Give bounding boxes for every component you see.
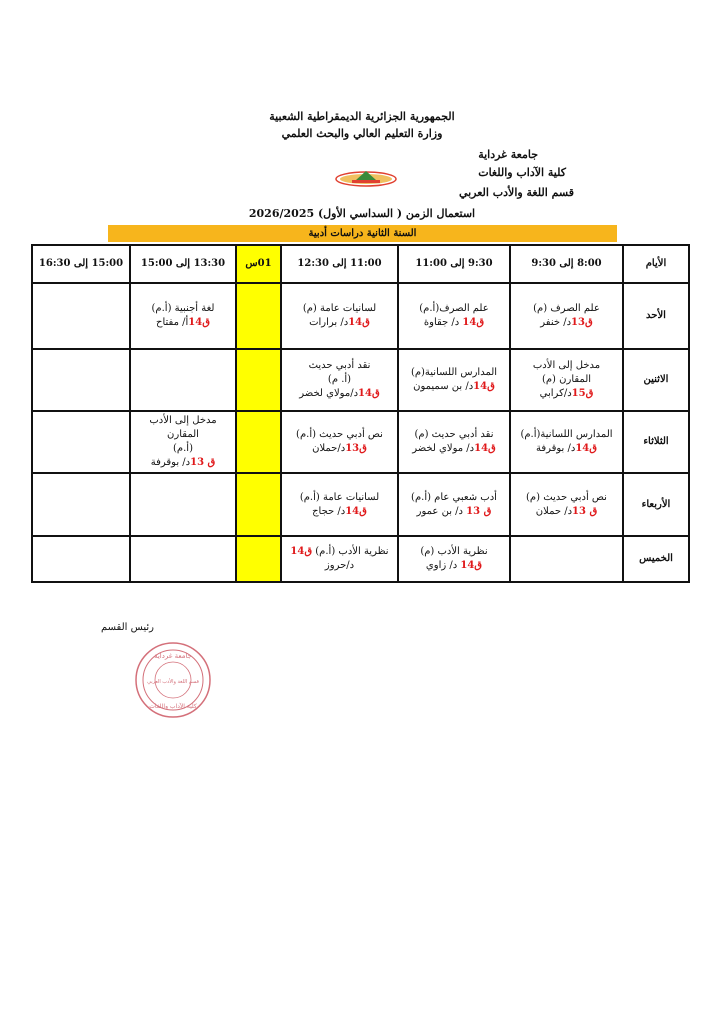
timetable (31, 244, 690, 583)
slot4-header: 13:30 إلى 15:00 (130, 245, 236, 283)
course-name: نص أدبي حديث (م) (526, 491, 607, 503)
class-cell (398, 411, 510, 473)
empty-cell (130, 473, 236, 536)
stamp-text-1: جامعة غرداية (154, 652, 192, 660)
year-label: السنة الثانية دراسات أدبية (108, 225, 617, 242)
stamp-text-3: كلية الآداب واللغات (149, 703, 197, 710)
room: ق14 (345, 505, 367, 517)
teacher: د/ جقاوة (423, 317, 460, 328)
class-cell (510, 283, 623, 349)
table-row (32, 536, 689, 582)
empty-cell (32, 283, 130, 349)
empty-cell (130, 349, 236, 411)
course-name: مدخل إلى الأدب (532, 360, 601, 371)
faculty-name: كلية الآداب واللغات (478, 166, 566, 179)
room: ق14 (460, 560, 483, 571)
table-row (32, 411, 689, 473)
break-cell (236, 283, 281, 349)
room: ق15 (571, 388, 594, 399)
course-name: نظرية الأدب (أ.م) (315, 546, 389, 557)
slot3-header: 11:00 إلى 12:30 (281, 245, 398, 283)
class-cell (130, 283, 236, 349)
class-cell (510, 349, 623, 411)
empty-cell (32, 411, 130, 473)
course-name: علم الصرف (م) (533, 303, 600, 314)
department-head-signature: رئيس القسم (100, 622, 154, 633)
course-name: مدخل إلى الأدب المقارن (149, 415, 217, 440)
teacher: د/ برارات (309, 317, 349, 328)
teacher: د/ حجاج (312, 505, 346, 517)
teacher: د/ بن سميمون (413, 381, 474, 392)
teacher: د/كرابي (539, 388, 572, 399)
department-name: قسم اللغة والأدب العربي (458, 186, 574, 199)
room: ق14 (473, 381, 495, 392)
room: ق14 (462, 317, 485, 328)
table-row (32, 349, 689, 411)
room: ق13 (571, 317, 593, 328)
university-logo-icon (334, 168, 398, 188)
class-cell (398, 349, 510, 411)
room: ق 13 (190, 457, 216, 468)
course-name: نظرية الأدب (م) (420, 546, 488, 557)
empty-cell (32, 536, 130, 582)
teacher: د/ بوقرفة (150, 457, 191, 468)
empty-cell (32, 349, 130, 411)
room: ق 13 (572, 505, 598, 517)
room: ق 13 (466, 505, 492, 517)
break-cell (236, 411, 281, 473)
ministry-name: وزارة التعليم العالي والبحث العلمي (281, 127, 443, 140)
teacher: د/حملان (312, 443, 346, 454)
class-cell (510, 473, 623, 536)
teacher: د/ بوقرفة (535, 443, 576, 454)
course-name: علم الصرف(أ.م) (419, 303, 489, 314)
class-cell (510, 411, 623, 473)
course-name: أدب شعبي عام (أ.م) (411, 491, 497, 503)
course-name: لسانيات عامة (م) (302, 303, 377, 314)
course-name-cont: (أ.م) (173, 443, 193, 454)
break-cell (236, 536, 281, 582)
course-name: المدارس اللسانية(م) (410, 367, 498, 378)
course-name-cont: (أ. م) (327, 374, 352, 385)
republic-name: الجمهورية الجزائرية الديمقراطية الشعبية (269, 110, 455, 123)
break-cell (236, 349, 281, 411)
teacher: د/ زاوي (425, 560, 458, 571)
teacher: أ/ مفتاح (156, 317, 189, 328)
class-cell (398, 283, 510, 349)
room: ق13 (345, 443, 367, 454)
room: ق14 (188, 317, 210, 328)
room: ق14 (358, 388, 380, 399)
schedule-title: استعمال الزمن ( السداسي الأول) 2026/2025 (248, 207, 476, 220)
stamp-text-2: قسم اللغة والأدب العربي (147, 679, 199, 685)
teacher: د/ بن عمور (416, 505, 463, 517)
course-name: لغة أجنبية (أ.م) (151, 303, 215, 314)
room: ق14 (575, 443, 598, 454)
slot1-header: 8:00 إلى 9:30 (510, 245, 623, 283)
course-name: نص أدبي حديث (أ.م) (296, 429, 383, 440)
class-cell (281, 411, 398, 473)
room: ق14 (474, 443, 496, 454)
day-thursday: الخميس (623, 536, 689, 582)
room: ق14 (348, 317, 370, 328)
course-name: نقد أدبي حديث (م) (414, 429, 494, 440)
teacher: د/ خنفر (540, 317, 572, 328)
class-cell (281, 349, 398, 411)
empty-cell (32, 473, 130, 536)
day-wednesday: الأربعاء (623, 473, 689, 536)
day-tuesday: الثلاثاء (623, 411, 689, 473)
teacher: د/حروز (324, 560, 355, 571)
break-header: 01س (236, 245, 281, 283)
day-sunday: الأحد (623, 283, 689, 349)
class-cell (281, 283, 398, 349)
class-cell (130, 411, 236, 473)
table-row (32, 283, 689, 349)
university-name: جامعة غرداية (478, 148, 538, 161)
slot5-header: 15:00 إلى 16:30 (32, 245, 130, 283)
course-name: نقد أدبي حديث (308, 360, 371, 371)
course-name: المدارس اللسانية(أ.م) (520, 429, 613, 440)
class-cell (281, 473, 398, 536)
room: ق14 (290, 546, 313, 557)
course-name: لسانيات عامة (أ.م) (299, 491, 380, 503)
header-row (32, 245, 689, 283)
table-row (32, 473, 689, 536)
day-monday: الاثنين (623, 349, 689, 411)
class-cell (398, 473, 510, 536)
department-stamp-icon (133, 640, 213, 720)
slot2-header: 9:30 إلى 11:00 (398, 245, 510, 283)
class-cell (281, 536, 398, 582)
empty-cell (510, 536, 623, 582)
days-header: الأيام (623, 245, 689, 283)
teacher: د/ حملان (535, 505, 573, 517)
break-cell (236, 473, 281, 536)
empty-cell (130, 536, 236, 582)
class-cell (398, 536, 510, 582)
teacher: د/ مولاي لخضر (412, 443, 475, 454)
course-name-cont: المقارن (م) (541, 374, 592, 385)
teacher: د/مولاي لخضر (299, 388, 359, 399)
